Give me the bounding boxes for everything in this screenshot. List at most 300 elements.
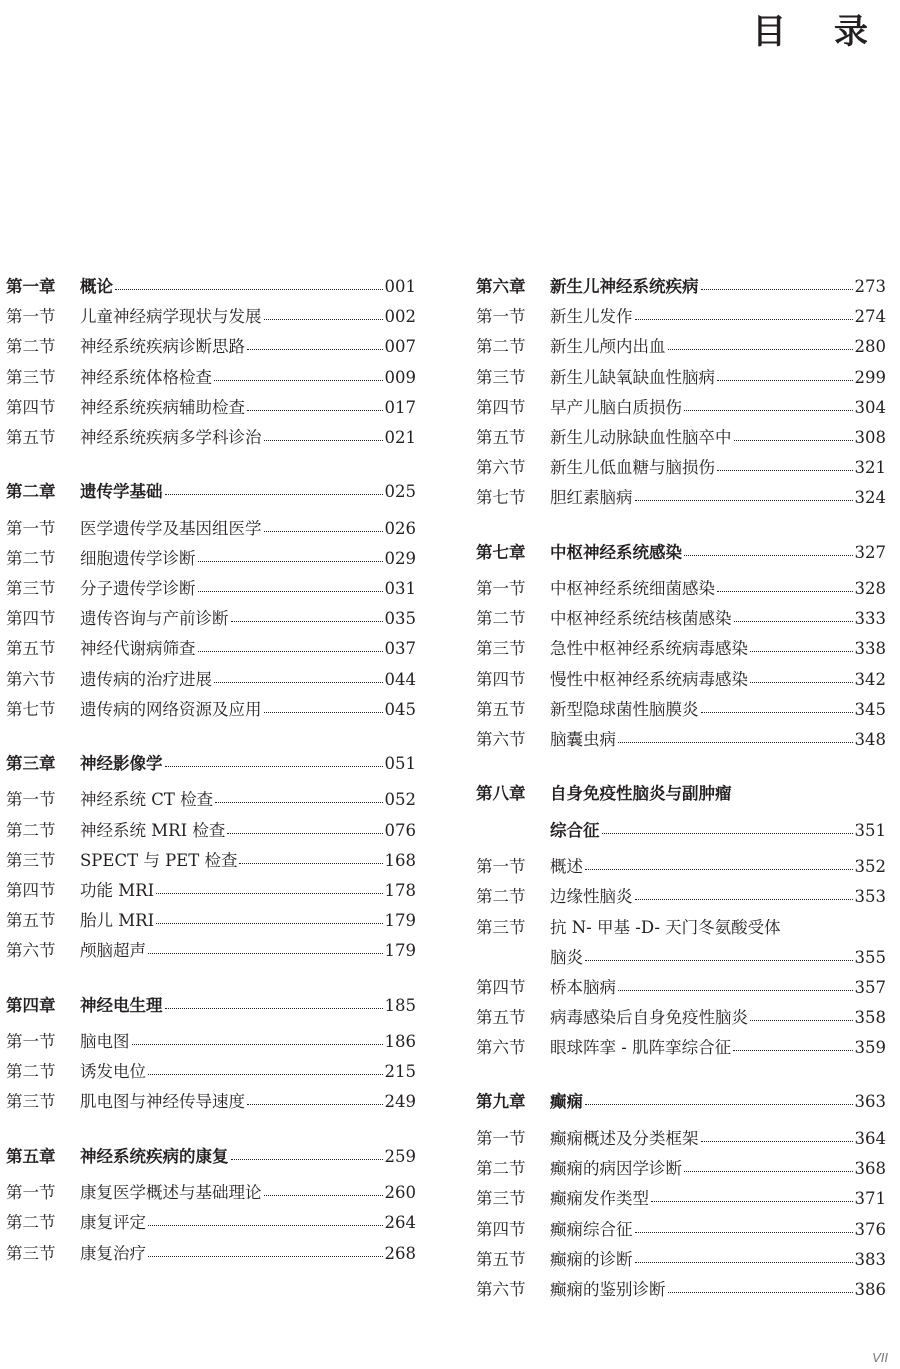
- section-title: 新生儿缺氧缺血性脑病: [550, 367, 715, 387]
- page-number-ref: 037: [384, 639, 416, 659]
- chapter-number: 第七章: [476, 542, 526, 562]
- chapter-title: 自身免疫性脑炎与副肿瘤: [550, 784, 732, 804]
- dot-leader: [198, 650, 383, 652]
- dot-leader: [214, 681, 383, 683]
- page-number-ref: 025: [384, 482, 416, 502]
- toc-section-entry[interactable]: [6, 1178, 416, 1208]
- section-title: 癫痫的鉴别诊断: [550, 1279, 666, 1299]
- dot-leader: [156, 922, 382, 924]
- toc-section-entry[interactable]: [6, 695, 416, 725]
- section-number: 第二节: [6, 1062, 56, 1082]
- dot-leader: [165, 1007, 383, 1009]
- toc-section-entry[interactable]: [6, 544, 416, 574]
- section-title: 中枢神经系统细菌感染: [550, 579, 715, 598]
- dot-leader: [651, 1200, 853, 1202]
- dot-leader: [618, 989, 853, 991]
- toc-section-entry[interactable]: [476, 423, 886, 453]
- section-number: 第三节: [6, 1092, 56, 1112]
- section-title: 新型隐球菌性脑膜炎: [550, 699, 699, 719]
- dot-leader: [198, 560, 383, 562]
- section-number: 第三节: [6, 1243, 56, 1263]
- toc-section-entry[interactable]: [6, 332, 416, 362]
- page-number-ref: 264: [384, 1213, 416, 1233]
- section-number: 第六节: [476, 1038, 526, 1058]
- toc-section-entry[interactable]: [6, 604, 416, 634]
- dot-leader: [750, 650, 853, 652]
- toc-section-entry[interactable]: [6, 393, 416, 423]
- chapter-spacer: [6, 725, 416, 749]
- toc-section-entry[interactable]: [6, 1027, 416, 1057]
- toc-section-entry[interactable]: [476, 882, 886, 912]
- dot-leader: [247, 1103, 383, 1105]
- toc-section-entry[interactable]: [6, 1087, 416, 1117]
- dot-leader: [264, 318, 383, 320]
- dot-leader: [668, 348, 853, 350]
- section-number: 第二节: [6, 337, 56, 357]
- toc-section-entry[interactable]: [6, 634, 416, 664]
- page-number-ref: 029: [384, 548, 416, 568]
- toc-section-entry[interactable]: [6, 302, 416, 332]
- dot-leader: [148, 952, 383, 954]
- page-number-ref: 009: [384, 367, 416, 387]
- section-title: 桥本脑病: [550, 977, 616, 997]
- section-number: 第一节: [6, 307, 56, 327]
- dot-leader: [165, 765, 383, 767]
- page-number-ref: 052: [384, 790, 416, 810]
- section-title: 新生儿动脉缺血性脑卒中: [550, 427, 732, 447]
- page-number-ref: 342: [854, 669, 886, 689]
- section-number: 第三节: [476, 1189, 526, 1209]
- dot-leader: [701, 1140, 853, 1142]
- section-number: 第五节: [476, 427, 526, 447]
- section-title: 慢性中枢神经系统病毒感染: [550, 669, 748, 689]
- page-number-ref: 352: [854, 857, 886, 877]
- chapter-number: 第八章: [476, 784, 526, 804]
- section-title: 神经系统疾病诊断思路: [80, 337, 245, 357]
- dot-leader: [733, 1049, 852, 1051]
- section-number: 第五节: [476, 1249, 526, 1269]
- section-title: 肌电图与神经传导速度: [80, 1092, 245, 1112]
- toc-section-entry[interactable]: [476, 393, 886, 423]
- dot-leader: [198, 590, 383, 592]
- dot-leader: [635, 1261, 853, 1263]
- section-title: 颅脑超声: [80, 941, 146, 961]
- section-title: 癫痫概述及分类框架: [550, 1128, 699, 1148]
- page-number-ref: 364: [854, 1128, 886, 1148]
- chapter-spacer: [6, 453, 416, 477]
- chapter-number: 第五章: [6, 1146, 56, 1166]
- section-title: 神经系统 CT 检查: [80, 790, 214, 810]
- page-number-ref: 327: [854, 542, 886, 562]
- toc-section-entry[interactable]: [6, 1208, 416, 1238]
- section-number: 第三节: [476, 917, 526, 937]
- dot-leader: [717, 469, 853, 471]
- section-number: 第三节: [6, 579, 56, 598]
- section-title: 康复评定: [80, 1213, 146, 1233]
- section-title: 急性中枢神经系统病毒感染: [550, 639, 748, 659]
- page-number-ref: 259: [384, 1146, 416, 1166]
- section-number: 第七节: [476, 488, 526, 508]
- toc-section-entry[interactable]: [476, 1154, 886, 1184]
- toc-section-entry[interactable]: [476, 1245, 886, 1275]
- chapter-number: 第六章: [476, 277, 526, 296]
- section-title: 脑电图: [80, 1032, 130, 1052]
- page-number-ref: 357: [854, 977, 886, 997]
- chapter-spacer: [6, 1118, 416, 1142]
- dot-leader: [585, 1103, 853, 1105]
- toc-section-entry[interactable]: [6, 936, 416, 966]
- page-number-ref: 186: [384, 1032, 416, 1052]
- section-title: 中枢神经系统结核菌感染: [550, 609, 732, 629]
- dot-leader: [750, 1019, 853, 1021]
- toc-chapter-entry[interactable]: [6, 272, 416, 302]
- dot-leader: [165, 493, 383, 495]
- page-number-ref: 383: [854, 1249, 886, 1269]
- page-number-ref: 351: [854, 820, 886, 840]
- toc-section-entry[interactable]: [6, 574, 416, 604]
- chapter-title: 神经影像学: [80, 753, 163, 773]
- dot-leader: [148, 1224, 383, 1226]
- dot-leader: [602, 832, 853, 834]
- section-title: 概述: [550, 857, 583, 877]
- toc-chapter-entry[interactable]: [6, 749, 416, 786]
- section-title: 神经系统 MRI 检查: [80, 820, 226, 840]
- chapter-number: 第一章: [6, 277, 56, 296]
- section-title: 癫痫综合征: [550, 1219, 633, 1239]
- section-number: 第二节: [6, 820, 56, 840]
- page-number-ref: 045: [384, 699, 416, 719]
- page-number-ref: 324: [854, 488, 886, 508]
- dot-leader: [684, 409, 853, 411]
- page-number-ref: 304: [854, 397, 886, 417]
- section-title: 医学遗传学及基因组医学: [80, 518, 262, 538]
- section-title: 癫痫发作类型: [550, 1189, 649, 1209]
- page-number-ref: 021: [384, 427, 416, 447]
- dot-leader: [635, 499, 853, 501]
- dot-leader: [701, 711, 853, 713]
- toc-section-entry[interactable]: [6, 906, 416, 936]
- page-number-ref: 185: [384, 995, 416, 1015]
- section-number: 第二节: [476, 1159, 526, 1179]
- page-number-ref: 353: [854, 887, 886, 907]
- section-title: 细胞遗传学诊断: [80, 548, 196, 568]
- dot-leader: [214, 379, 383, 381]
- dot-leader: [264, 711, 383, 713]
- page-number-ref: 031: [384, 579, 416, 598]
- page-number-ref: 359: [854, 1038, 886, 1058]
- page-number: VII: [872, 1350, 888, 1365]
- toc-section-entry[interactable]: [476, 725, 886, 755]
- toc-chapter-entry[interactable]: [476, 538, 886, 575]
- chapter-number: 第四章: [6, 995, 56, 1015]
- toc-section-entry[interactable]: [6, 363, 416, 393]
- page-number-ref: 363: [854, 1092, 886, 1112]
- dot-leader: [264, 439, 383, 441]
- section-number: 第五节: [476, 1008, 526, 1028]
- section-title: 癫痫的诊断: [550, 1249, 633, 1269]
- dot-leader: [701, 288, 853, 290]
- toc-section-entry[interactable]: [6, 846, 416, 876]
- section-number: 第四节: [476, 669, 526, 689]
- toc-chapter-entry[interactable]: [476, 1087, 886, 1124]
- toc-section-entry[interactable]: [476, 634, 886, 664]
- page-number-ref: 260: [384, 1183, 416, 1203]
- section-number: 第五节: [476, 699, 526, 719]
- section-number: 第四节: [476, 397, 526, 417]
- page-number-ref: 280: [854, 337, 886, 357]
- section-number: 第一节: [6, 518, 56, 538]
- chapter-title: 概论: [80, 277, 113, 296]
- chapter-spacer: [476, 1063, 886, 1087]
- section-title: 神经系统体格检查: [80, 367, 212, 387]
- page-number-ref: 345: [854, 699, 886, 719]
- toc-section-entry[interactable]: [476, 1215, 886, 1245]
- chapter-number: 第三章: [6, 753, 56, 773]
- toc-section-entry[interactable]: [476, 943, 886, 973]
- section-number: 第二节: [6, 1213, 56, 1233]
- section-number: 第四节: [6, 881, 56, 900]
- dot-leader: [148, 1255, 383, 1257]
- page-number-ref: 268: [384, 1243, 416, 1263]
- page-number-ref: 017: [384, 397, 416, 417]
- toc-chapter-entry[interactable]: [476, 272, 886, 302]
- section-title: 新生儿发作: [550, 307, 633, 327]
- dot-leader: [227, 832, 382, 834]
- section-number: 第四节: [6, 609, 56, 629]
- dot-leader: [247, 348, 383, 350]
- dot-leader: [750, 681, 853, 683]
- page-number-ref: 358: [854, 1008, 886, 1028]
- toc-section-entry[interactable]: [476, 665, 886, 695]
- chapter-spacer: [6, 967, 416, 991]
- section-number: 第六节: [6, 941, 56, 961]
- section-number: 第二节: [476, 337, 526, 357]
- toc-section-entry[interactable]: [476, 913, 886, 943]
- toc-section-entry[interactable]: [476, 574, 886, 604]
- dot-leader: [668, 1291, 853, 1293]
- dot-leader: [239, 862, 382, 864]
- toc-section-entry[interactable]: [476, 302, 886, 332]
- chapter-title: 神经系统疾病的康复: [80, 1146, 229, 1166]
- dot-leader: [717, 590, 853, 592]
- section-number: 第一节: [476, 307, 526, 327]
- page-number-ref: 274: [854, 307, 886, 327]
- toc-section-entry[interactable]: [6, 665, 416, 695]
- page-number-ref: 368: [854, 1159, 886, 1179]
- section-title: 脑炎: [550, 947, 583, 967]
- chapter-title: 神经电生理: [80, 995, 163, 1015]
- section-number: 第三节: [476, 639, 526, 659]
- toc-section-entry[interactable]: [476, 332, 886, 362]
- dot-leader: [684, 554, 853, 556]
- toc-section-entry[interactable]: [476, 1124, 886, 1154]
- section-number: 第二节: [476, 609, 526, 629]
- toc-section-entry[interactable]: [6, 785, 416, 815]
- toc-section-entry[interactable]: [6, 514, 416, 544]
- dot-leader: [684, 1170, 853, 1172]
- page-number-ref: 044: [384, 669, 416, 689]
- toc-section-entry[interactable]: [476, 973, 886, 1003]
- section-title: 康复医学概述与基础理论: [80, 1183, 262, 1203]
- section-title: 癫痫的病因学诊断: [550, 1159, 682, 1179]
- dot-leader: [247, 409, 383, 411]
- section-title: 儿童神经病学现状与发展: [80, 307, 262, 327]
- page-number-ref: 321: [854, 458, 886, 478]
- section-title: 脑囊虫病: [550, 729, 616, 749]
- chapter-title: 新生儿神经系统疾病: [550, 277, 699, 296]
- page-number-ref: 178: [384, 881, 416, 900]
- section-title: 病毒感染后自身免疫性脑炎: [550, 1008, 748, 1028]
- section-title: 遗传咨询与产前诊断: [80, 609, 229, 629]
- dot-leader: [148, 1073, 383, 1075]
- dot-leader: [635, 1231, 853, 1233]
- toc-section-entry[interactable]: [476, 1275, 886, 1305]
- section-number: 第一节: [476, 579, 526, 598]
- section-number: 第一节: [476, 1128, 526, 1148]
- page-title: 目 录: [752, 12, 886, 52]
- dot-leader: [585, 959, 853, 961]
- page-number-ref: 273: [854, 277, 886, 296]
- page-number-ref: 249: [384, 1092, 416, 1112]
- section-number: 第二节: [476, 887, 526, 907]
- page-number-ref: 179: [384, 911, 416, 931]
- toc-section-entry[interactable]: [476, 852, 886, 882]
- page-number-ref: 376: [854, 1219, 886, 1239]
- toc-section-entry[interactable]: [476, 483, 886, 513]
- chapter-spacer: [476, 755, 886, 779]
- section-title: 新生儿低血糖与脑损伤: [550, 458, 715, 478]
- toc-section-entry[interactable]: [6, 1239, 416, 1269]
- section-number: 第七节: [6, 699, 56, 719]
- page-number-ref: 026: [384, 518, 416, 538]
- toc-chapter-entry[interactable]: [6, 1142, 416, 1179]
- section-number: 第二节: [6, 548, 56, 568]
- section-title: 抗 N- 甲基 -D- 天门冬氨酸受体: [550, 917, 781, 937]
- page-number-ref: 355: [854, 947, 886, 967]
- section-title: SPECT 与 PET 检查: [80, 850, 238, 870]
- page-number-ref: 328: [854, 579, 886, 598]
- section-title: 神经系统疾病多学科诊治: [80, 427, 262, 447]
- toc-right-column: [476, 272, 886, 1305]
- section-number: 第五节: [6, 911, 56, 931]
- section-number: 第六节: [476, 1279, 526, 1299]
- page-number-ref: 051: [384, 753, 416, 773]
- section-number: 第五节: [6, 639, 56, 659]
- page-number-ref: 308: [854, 427, 886, 447]
- section-number: 第一节: [6, 1183, 56, 1203]
- toc-section-entry[interactable]: [476, 695, 886, 725]
- section-number: 第四节: [476, 977, 526, 997]
- chapter-number: 第九章: [476, 1092, 526, 1112]
- dot-leader: [115, 288, 383, 290]
- dot-leader: [264, 1194, 383, 1196]
- dot-leader: [264, 530, 383, 532]
- toc-section-entry[interactable]: [476, 604, 886, 634]
- page-number-ref: 299: [854, 367, 886, 387]
- section-number: 第四节: [476, 1219, 526, 1239]
- dot-leader: [215, 801, 382, 803]
- section-number: 第六节: [476, 729, 526, 749]
- toc-chapter-entry[interactable]: [476, 816, 886, 853]
- page-number-ref: 001: [384, 277, 416, 296]
- section-title: 新生儿颅内出血: [550, 337, 666, 357]
- dot-leader: [734, 620, 853, 622]
- section-title: 功能 MRI: [80, 881, 155, 900]
- section-number: 第四节: [6, 397, 56, 417]
- page-number-ref: 333: [854, 609, 886, 629]
- chapter-title: 遗传学基础: [80, 482, 163, 502]
- page-number-ref: 179: [384, 941, 416, 961]
- dot-leader: [231, 1158, 383, 1160]
- dot-leader: [156, 892, 382, 894]
- section-number: 第六节: [476, 458, 526, 478]
- toc-section-entry[interactable]: [6, 816, 416, 846]
- toc-section-entry[interactable]: [476, 1033, 886, 1063]
- section-title: 神经系统疾病辅助检查: [80, 397, 245, 417]
- section-number: 第一节: [6, 1032, 56, 1052]
- page-number-ref: 168: [384, 850, 416, 870]
- dot-leader: [635, 898, 853, 900]
- page-number-ref: 371: [854, 1189, 886, 1209]
- toc-section-entry[interactable]: [476, 1003, 886, 1033]
- dot-leader: [717, 379, 853, 381]
- toc-left-column: [6, 272, 416, 1269]
- toc-section-entry[interactable]: [6, 1057, 416, 1087]
- section-number: 第一节: [6, 790, 56, 810]
- dot-leader: [734, 439, 853, 441]
- chapter-spacer: [476, 514, 886, 538]
- chapter-title: 癫痫: [550, 1092, 583, 1112]
- dot-leader: [585, 868, 853, 870]
- page-number-ref: 007: [384, 337, 416, 357]
- toc-section-entry[interactable]: [476, 1184, 886, 1214]
- section-number: 第一节: [476, 857, 526, 877]
- section-title: 早产儿脑白质损伤: [550, 397, 682, 417]
- section-title: 分子遗传学诊断: [80, 579, 196, 598]
- chapter-title: 综合征: [550, 820, 600, 840]
- section-number: 第五节: [6, 427, 56, 447]
- toc-chapter-entry[interactable]: [6, 991, 416, 1028]
- page-number-ref: 338: [854, 639, 886, 659]
- toc-section-entry[interactable]: [6, 876, 416, 906]
- page-number-ref: 348: [854, 729, 886, 749]
- section-title: 胆红素脑病: [550, 488, 633, 508]
- section-number: 第三节: [6, 367, 56, 387]
- chapter-title: 中枢神经系统感染: [550, 542, 682, 562]
- toc-section-entry[interactable]: [476, 363, 886, 393]
- chapter-number: 第二章: [6, 482, 56, 502]
- section-title: 遗传病的治疗进展: [80, 669, 212, 689]
- section-title: 诱发电位: [80, 1062, 146, 1082]
- page-number-ref: 076: [384, 820, 416, 840]
- dot-leader: [618, 741, 853, 743]
- page-number-ref: 002: [384, 307, 416, 327]
- toc-section-entry[interactable]: [476, 453, 886, 483]
- toc-chapter-entry[interactable]: [6, 477, 416, 514]
- page-number-ref: 215: [384, 1062, 416, 1082]
- section-title: 眼球阵挛 - 肌阵挛综合征: [550, 1038, 732, 1058]
- section-number: 第三节: [6, 850, 56, 870]
- section-title: 胎儿 MRI: [80, 911, 155, 931]
- section-title: 遗传病的网络资源及应用: [80, 699, 262, 719]
- toc-chapter-entry[interactable]: [476, 779, 886, 816]
- page-number-ref: 035: [384, 609, 416, 629]
- section-title: 神经代谢病筛查: [80, 639, 196, 659]
- section-title: 边缘性脑炎: [550, 887, 633, 907]
- toc-section-entry[interactable]: [6, 423, 416, 453]
- dot-leader: [635, 318, 853, 320]
- section-number: 第三节: [476, 367, 526, 387]
